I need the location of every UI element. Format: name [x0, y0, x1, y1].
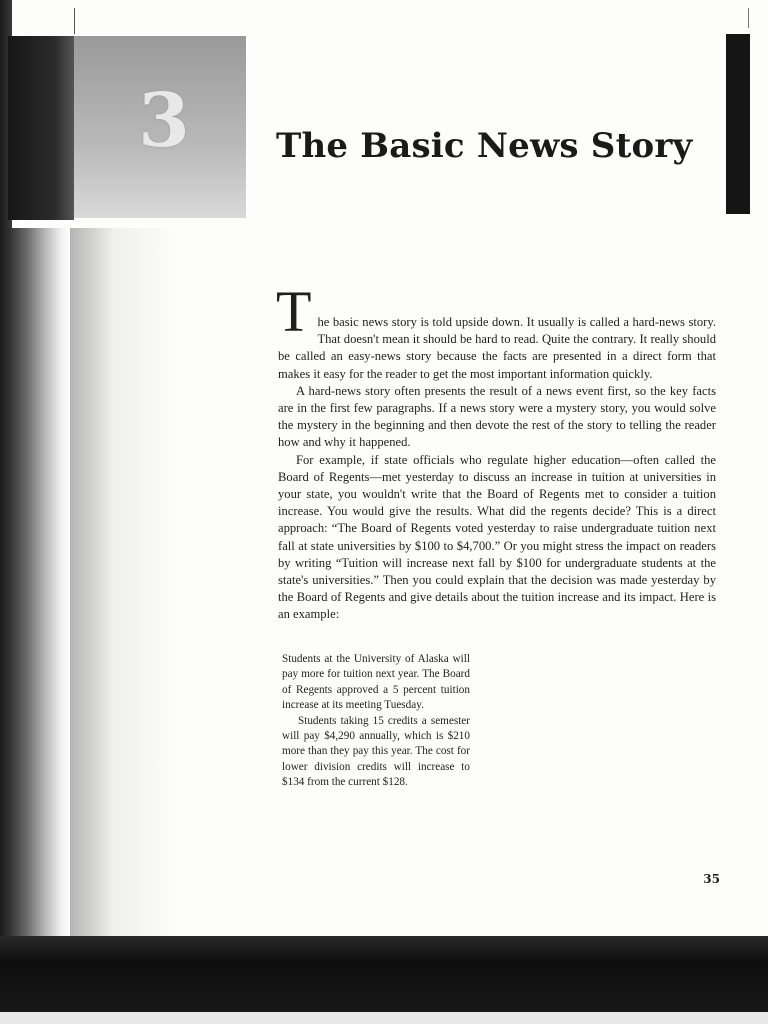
scan-bottom-edge	[0, 1012, 768, 1024]
example-story	[282, 652, 470, 791]
body-paragraph-2: A hard-news story often presents the result of a news event first, so the key facts are in the first few paragraphs. If a news story were a mystery story, you would solve the mystery in the beginning and then devote the rest of the story to telling the reader how and why it happened.	[278, 383, 716, 450]
crop-mark-left	[74, 8, 75, 34]
page-curl-shadow	[8, 228, 70, 940]
body-paragraph-1	[276, 279, 716, 383]
chapter-title: The Basic News Story	[276, 126, 693, 166]
example-paragraph-2: Students taking 15 credits a semester will pay $4,290 annually, which is $210 more than they pay this year. The cost for lower division credits will increase to $134 from the current $128.	[282, 714, 470, 789]
chapter-tab-bar	[726, 34, 750, 214]
body-paragraph-3: For example, if state officials who regulate higher education—often called the Board of Regents—met yesterday to discuss an increase in tuition at universities in your state, you wouldn't write that the Board of Regents met to consider a tuition increase. You would give the results. What did the regents decide? This is a direct approach: “The Board of Regents voted yesterday to raise undergraduate tuition next fall at state universities by $100 to $4,700.” Or you might stress the impact on readers by writing “Tuition will increase next fall by $100 for undergraduate students at the state's universities.” Then you could explain that the decision was made yesterday by the Board of Regents and give details about the tuition increase and its impact. Here is an example:	[278, 452, 716, 622]
page-number: 35	[703, 872, 720, 886]
body-text	[276, 279, 716, 624]
crop-mark-right	[748, 8, 749, 28]
scan-left-band	[8, 36, 74, 220]
example-paragraph-1: Students at the University of Alaska will pay more for tuition next year. The Board of Regents approved a 5 percent tuition increase at its meeting Tuesday.	[282, 653, 470, 712]
scan-bottom-shadow	[0, 936, 768, 1024]
drop-cap: T	[276, 279, 312, 344]
chapter-number: 3	[138, 78, 190, 164]
page-curl-highlight	[70, 228, 180, 940]
paragraph-text: he basic news story is told upside down. It usually is called a hard-news story. That doesn't mean it should be hard to read. Quite the contrary. It really should be called an easy-news story because the facts are presented in a direct form that makes it easy for the reader to get the most important information quickly.	[278, 315, 716, 381]
